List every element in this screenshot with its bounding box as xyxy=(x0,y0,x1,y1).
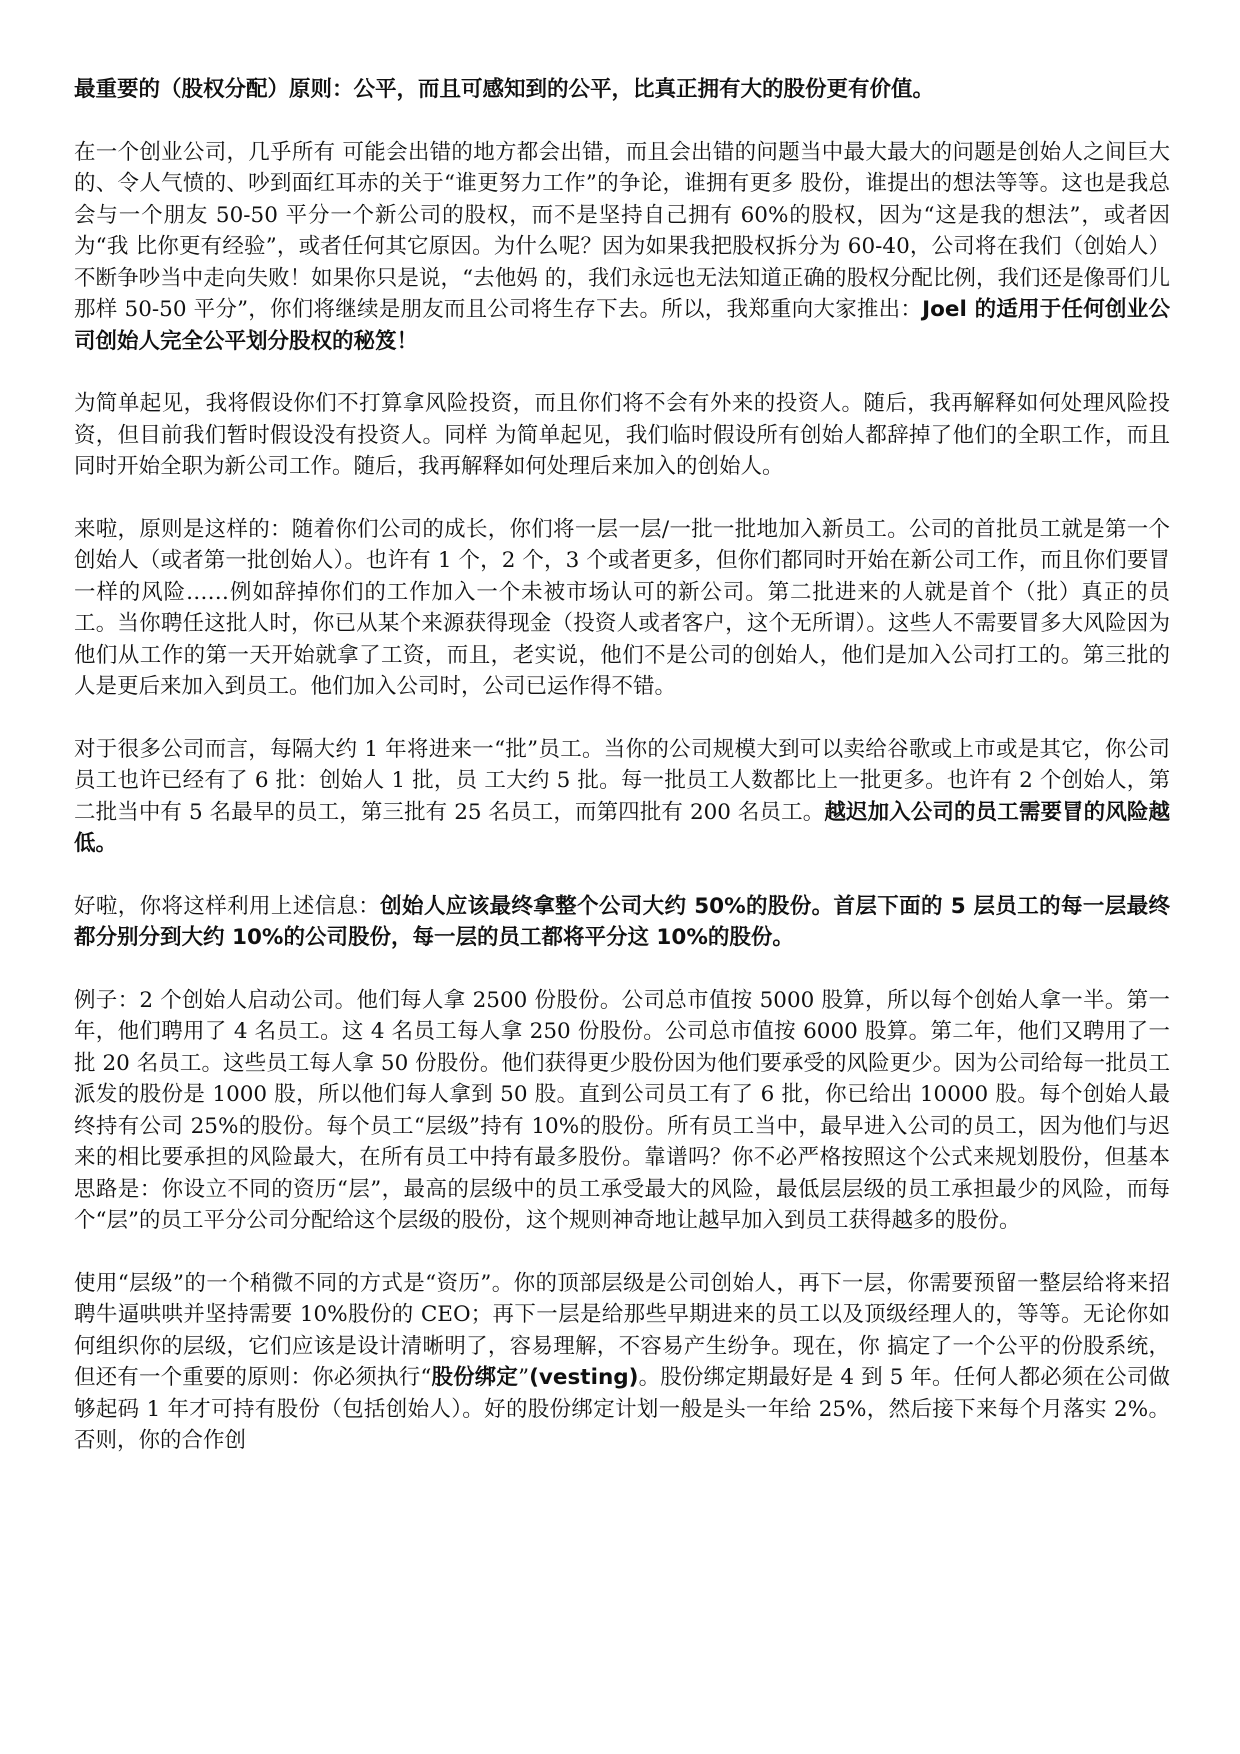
paragraph-2: 为简单起见，我将假设你们不打算拿风险投资，而且你们将不会有外来的投资人。随后，我再解释如何处理风险投资，但目前我们暂时假设没有投资人。同样 为简单起见，我们临时假设所有创始人都辞掉了他们的全职工作，而且同时开始全职为新公司工作。随后，我再解释如何处理后来加入的创始人。 xyxy=(74,391,1170,479)
paragraph-5-bold: 创始人应该最终拿整个公司大约 50%的股份。首层下面的 5 层员工的每一层最终都分别分到大约 10%的公司股份，每一层的员工都将平分这 10%的股份。 xyxy=(74,893,1170,950)
paragraph-7-text-b: ” xyxy=(518,1365,530,1390)
paragraph-5-text: 好啦，你将这样利用上述信息： xyxy=(74,893,381,919)
paragraph-4 xyxy=(74,734,1170,860)
paragraph-7-text-a: 使用“层级”的一个稍微不同的方式是“资历”。你的顶部层级是公司创始人，再下一层，你需要预留一整层给将来招聘牛逼哄哄并坚持需要 10%股份的 CEO；再下一层是给那些早期进来的员工以及顶级经理人的，等等。无论你如何组织你的层级，它们应该是设计清晰明了，容易理解，不容易产生纷争。现在，你 搞定了一个公平的份股系统，但还有一个重要的原则：你必须执行“ xyxy=(74,1270,1170,1390)
paragraph-1-bold: Joel 的适用于任何创业公司创始人完全公平划分股权的秘笈！ xyxy=(74,297,1170,354)
paragraph-7-bold-a: 股份绑定 xyxy=(431,1365,519,1390)
paragraph-7-bold-b: (vesting) xyxy=(529,1365,639,1390)
document-page xyxy=(74,74,1170,1488)
paragraph-1 xyxy=(74,137,1170,358)
paragraph-1-text: 在一个创业公司，几乎所有 可能会出错的地方都会出错，而且会出错的问题当中最大最大的问题是创始人之间巨大的、令人气愤的、吵到面红耳赤的关于“谁更努力工作”的争论，谁拥有更多 股份，谁提出的想法等等。这也是我总会与一个朋友 50-50 平分一个新公司的股权，而不是坚持自己拥有 60%的股权，因为“这是我的想法”，或者因为“我 比你更有经验”，或者任何其它原因。为什么呢？因为如果我把股权拆分为 60-40，公司将在我们（创始人）不断争吵当中走向失败！如果你只是说，“去他妈 的，我们永远也无法知道正确的股权分配比例，我们还是像哥们儿那样 50-50 平分”，你们将继续是朋友而且公司将生存下去。所以，我郑重向大家推出： xyxy=(74,139,1170,322)
paragraph-7 xyxy=(74,1268,1170,1457)
paragraph-4-bold: 越迟加入公司的员工需要冒的风险越低。 xyxy=(74,799,1170,856)
paragraph-5 xyxy=(74,891,1170,954)
paragraph-6: 例子：2 个创始人启动公司。他们每人拿 2500 份股份。公司总市值按 5000 股算，所以每个创始人拿一半。第一年，他们聘用了 4 名员工。这 4 名员工每人拿 250 份股份。公司总市值按 6000 股算。第二年，他们又聘用了一批 20 名员工。这些员工每人拿 50 份股份。他们获得更少股份因为他们要承受的风险更少。因为公司给每一批员工派发的股份是 1000 股，所以他们每人拿到 50 股。直到公司员工有了 6 批，你已给出 10000 股。每个创始人最终持有公司 25%的股份。每个员工“层级”持有 10%的股份。所有员工当中，最早进入公司的员工，因为他们与迟来的相比要承担的风险最大，在所有员工中持有最多股份。靠谱吗？你不必严格按照这个公式来规划股份，但基本思路是：你设立不同的资历“层”，最高的层级中的员工承受最大的风险，最低层层级的员工承担最少的风险，而每个“层”的员工平分公司分配给这个层级的股份，这个规则神奇地让越早加入到员工获得越多的股份。 xyxy=(74,987,1170,1233)
paragraph-3: 来啦，原则是这样的：随着你们公司的成长，你们将一层一层/一批一批地加入新员工。公司的首批员工就是第一个创始人（或者第一批创始人）。也许有 1 个，2 个，3 个或者更多，但你们都同时开始在新公司工作，而且你们要冒一样的风险……例如辞掉你们的工作加入一个未被市场认可的新公司。第二批进来的人就是首个（批）真正的员工。当你聘任这批人时，你已从某个来源获得现金（投资人或者客户，这个无所谓）。这些人不需要冒多大风险因为他们从工作的第一天开始就拿了工资，而且，老实说，他们不是公司的创始人，他们是加入公司打工的。第三批的人是更后来加入到员工。他们加入公司时，公司已运作得不错。 xyxy=(74,516,1170,699)
paragraph-7-text-c: 。股份绑定期最好是 4 到 5 年。任何人都必须在公司做够起码 1 年才可持有股份（包括创始人）。好的股份绑定计划一般是头一年给 25%，然后接下来每个月落实 2%。否则，你的合作创 xyxy=(74,1365,1170,1453)
page-heading: 最重要的（股权分配）原则：公平，而且可感知到的公平，比真正拥有大的股份更有价值。 xyxy=(74,77,935,102)
paragraph-4-text: 对于很多公司而言，每隔大约 1 年将进来一“批”员工。当你的公司规模大到可以卖给谷歌或上市或是其它，你公司员工也许已经有了 6 批：创始人 1 批，员 工大约 5 批。每一批员工人数都比上一批更多。也许有 2 个创始人，第二批当中有 5 名最早的员工，第三批有 25 名员工，而第四批有 200 名员工。 xyxy=(74,736,1170,825)
